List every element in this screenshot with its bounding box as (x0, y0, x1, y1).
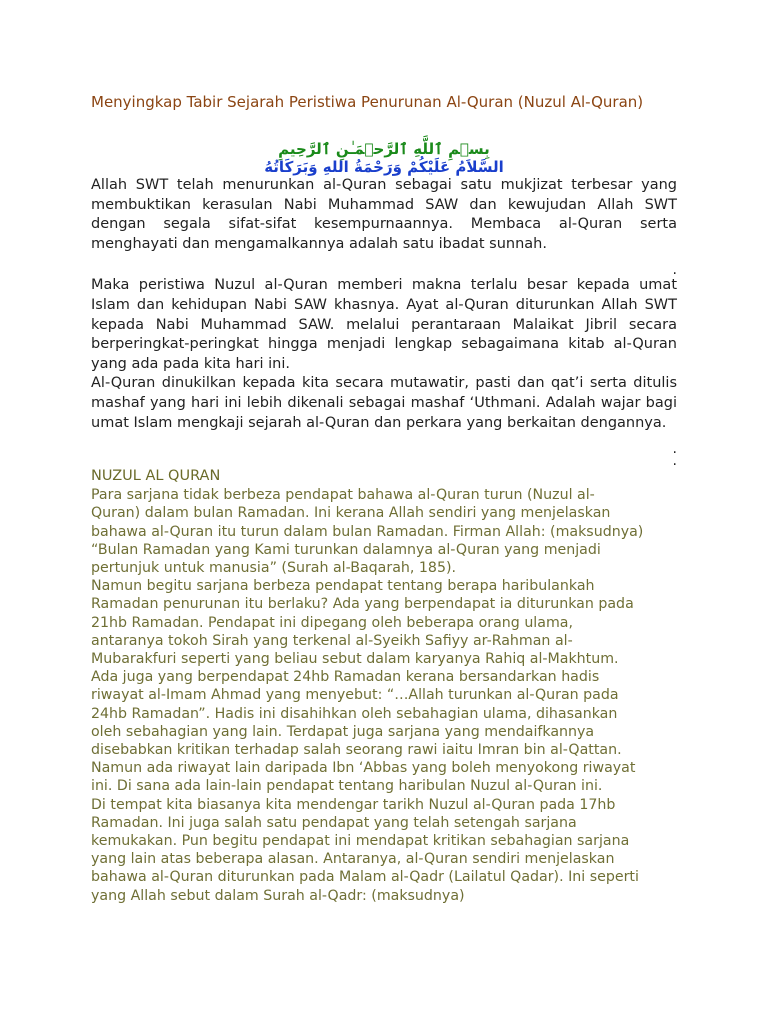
section-line: kemukakan. Pun begitu pendapat ini mendapat kritikan sebahagian sarjana (91, 832, 630, 849)
section-line: Ramadan penurunan itu berlaku? Ada yang berpendapat ia diturunkan pada (91, 596, 634, 613)
intro-paragraph: Allah SWT telah menurunkan al-Quran sebagai satu mukjizat terbesar yang membuktikan kerasulan Nabi Muhammad SAW dan kewujudan Allah SWT dengan segala sifat-sifat kesempurnaannya. Membaca al-Quran serta menghayati dan mengamalkannya adalah satu ibadat sunnah. (91, 177, 677, 252)
spacer (91, 433, 677, 443)
section-line: Namun ada riwayat lain daripada Ibn ‘Abbas yang boleh menyokong riwayat (91, 760, 636, 777)
document-page (91, 92, 677, 905)
dot-separator: . (672, 262, 677, 279)
section-line: Ada juga yang berpendapat 24hb Ramadan kerana bersandarkan hadis (91, 669, 600, 686)
section-line: antaranya tokoh Sirah yang terkenal al-Syeikh Safiyy ar-Rahman al- (91, 632, 573, 649)
document-title: Menyingkap Tabir Sejarah Peristiwa Penurunan Al-Quran (Nuzul Al-Quran) (91, 93, 644, 111)
section-heading: NUZUL AL QURAN (91, 468, 221, 485)
section-line: riwayat al-Imam Ahmad yang menyebut: “…Allah turunkan al-Quran pada (91, 687, 619, 704)
bismillah-text: بِسۡمِ ٱللَّهِ ٱلرَّحۡمَـٰنِ ٱلرَّحِيمِ (278, 140, 490, 158)
mutawatir-paragraph: Al-Quran dinukilkan kepada kita secara mutawatir, pasti dan qat’i serta ditulis mashaf yang hari ini lebih dikenali sebagai mashaf ‘Uthmani. Adalah wajar bagi umat Islam mengkaji sejarah al-Quran dan perkara yang berkaitan dengannya. (91, 375, 677, 431)
section-line: ini. Di sana ada lain-lain pendapat tentang haribulan Nuzul al-Quran ini. (91, 778, 603, 795)
section-line: Para sarjana tidak berbeza pendapat bahawa al-Quran turun (Nuzul al- (91, 487, 595, 504)
section-line: oleh sebahagian yang lain. Terdapat juga sarjana yang mendaifkannya (91, 723, 595, 740)
section-line: Quran) dalam bulan Ramadan. Ini kerana Allah sendiri yang menjelaskan (91, 505, 611, 522)
section-line: disebabkan kritikan terhadap salah seorang rawi iaitu Imran bin al-Qattan. (91, 741, 622, 758)
section-body (91, 486, 677, 905)
section-line: yang Allah sebut dalam Surah al-Qadr: (maksudnya) (91, 887, 465, 904)
nuzul-meaning-paragraph: Maka peristiwa Nuzul al-Quran memberi makna terlalu besar kepada umat Islam dan kehidupan Nabi SAW khasnya. Ayat al-Quran diturunkan Allah SWT kepada Nabi Muhammad SAW. melalui perantaraan Malaikat Jibril secara berperingkat-peringkat hingga menjadi lengkap sebagaimana kitab al-Quran yang ada pada kita hari ini. (91, 277, 677, 372)
salam-greeting: السَّلاَمُ عَلَيْكُمْ وَرَحْمَةُ اللهِ وَبَرَكَاتُهُ (264, 158, 504, 176)
section-line: Di tempat kita biasanya kita mendengar tarikh Nuzul al-Quran pada 17hb (91, 796, 616, 813)
section-line: 21hb Ramadan. Pendapat ini dipegang oleh beberapa orang ulama, (91, 614, 573, 631)
section-line: 24hb Ramadan”. Hadis ini disahihkan oleh sebahagian ulama, dihasankan (91, 705, 618, 722)
section-line: yang lain atas beberapa alasan. Antaranya, al-Quran sendiri menjelaskan (91, 851, 615, 868)
section-line: Namun begitu sarjana berbeza pendapat tentang berapa haribulankah (91, 578, 595, 595)
section-line: bahawa al-Quran diturunkan pada Malam al-Qadr (Lailatul Qadar). Ini seperti (91, 869, 639, 886)
section-line: “Bulan Ramadan yang Kami turunkan dalamnya al-Quran yang menjadi (91, 541, 601, 558)
section-line: pertunjuk untuk manusia” (Surah al-Baqarah, 185). (91, 559, 457, 576)
dot-separator: . (672, 441, 677, 458)
section-line: Ramadan. Ini juga salah satu pendapat yang telah setengah sarjana (91, 814, 577, 831)
spacer (91, 254, 677, 264)
section-line: Mubarakfuri seperti yang beliau sebut dalam karyanya Rahiq al-Makhtum. (91, 650, 619, 667)
dot-separator: . (672, 453, 677, 470)
section-line: bahawa al-Quran itu turun dalam bulan Ramadan. Firman Allah: (maksudnya) (91, 523, 644, 540)
